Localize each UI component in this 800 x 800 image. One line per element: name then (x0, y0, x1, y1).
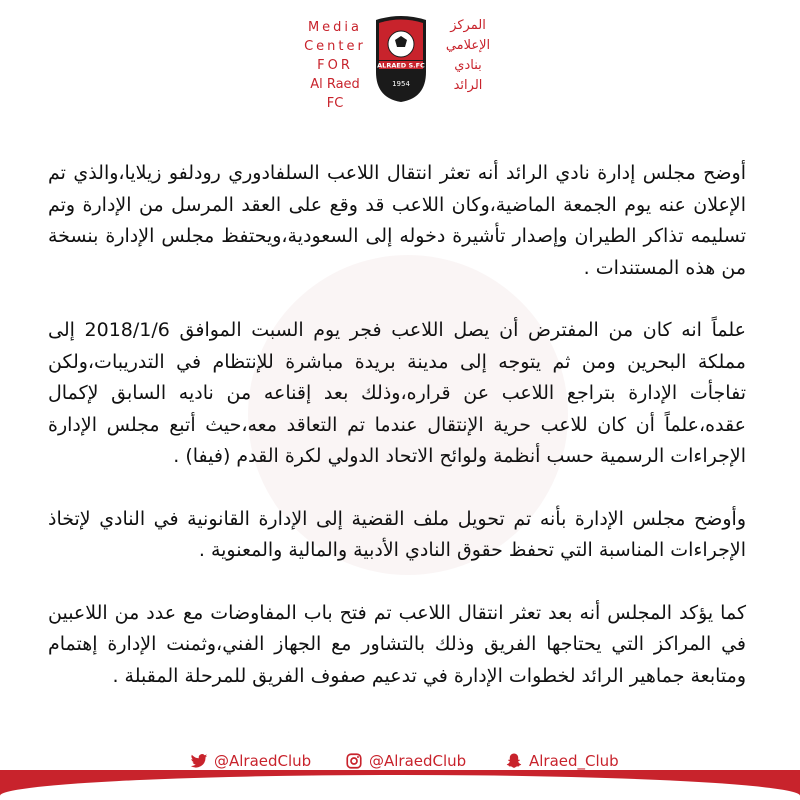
instagram-link[interactable] (345, 750, 466, 772)
snapchat-handle: Alraed_Club (529, 752, 619, 770)
footer (0, 742, 800, 800)
brand-en-line-4: Al Raed FC (310, 77, 360, 111)
statement-paragraph-3: وأوضح مجلس الإدارة بأنه تم تحويل ملف القضية إلى الإدارة القانونية في النادي لإتخاذ الإجراءات المناسبة التي تحفظ حقوق النادي الأدبية والمالية والمعنوية . (48, 507, 746, 561)
twitter-link[interactable] (190, 750, 311, 772)
statement-paragraph-1: أوضح مجلس إدارة نادي الرائد أنه تعثر انتقال اللاعب السلفادوري رودلفو زيلايا،والذي تم الإعلان عنه يوم الجمعة الماضية،وكان اللاعب قد وقع على العقد المرسل من الإدارة وتم تسليمه تذاكر الطيران وإصدار تأشيرة دخوله إلى السعودية،ويحتفظ مجلس الإدارة بنسخة من هذه المستندات . (48, 162, 746, 279)
twitter-handle: @AlraedClub (214, 752, 312, 770)
brand-english (300, 18, 370, 113)
logo-year: 1954 (392, 80, 410, 88)
brand-ar-line-1: المركز (450, 18, 486, 33)
instagram-icon (345, 752, 363, 770)
brand-en-line-2: Center (304, 39, 366, 54)
snapchat-link[interactable] (505, 750, 619, 772)
brand-ar-line-4: الرائد (453, 78, 483, 93)
statement-paragraph-4: كما يؤكد المجلس أنه بعد تعثر انتقال اللاعب تم فتح باب المفاوضات مع عدد من اللاعبين في المراكز التي يحتاجها الفريق وذلك بالتشاور مع الجهاز الفني،وثمنت الإدارة إهتمام ومتابعة جماهير الرائد لخطوات الإدارة في تدعيم صفوف الفريق للمرحلة المقبلة . (48, 601, 746, 687)
brand-ar-line-3: بنادي (454, 58, 482, 73)
snapchat-icon (505, 752, 523, 770)
header (0, 0, 800, 110)
statement-body (48, 158, 746, 723)
statement-paragraph-2: علماً انه كان من المفترض أن يصل اللاعب فجر يوم السبت الموافق 2018/1/6 إلى مملكة البحرين ومن ثم يتوجه إلى مدينة بريدة مباشرة للإنتظام في التدريبات،ولكن تفاجأت الإدارة بتراجع اللاعب عن قراره،وذلك بعد إقناعه من ناديه السابق لإكمال عقده،علماً أن كان للاعب حرية الإنتقال عندما تم التعاقد معه،حيث أتبع مجلس الإدارة الإجراءات الرسمية حسب أنظمة ولوائح الاتحاد الدولي لكرة القدم (فيفا) . (48, 319, 746, 467)
logo-club-name: ALRAED S.FC (377, 61, 425, 70)
instagram-handle: @AlraedClub (369, 752, 467, 770)
club-logo (372, 14, 430, 104)
twitter-icon (190, 752, 208, 770)
brand-en-line-1: Media (307, 20, 363, 35)
brand-en-line-3: FOR (317, 58, 353, 73)
brand-ar-line-2: الإعلامي (445, 38, 491, 53)
brand-arabic (432, 16, 504, 96)
